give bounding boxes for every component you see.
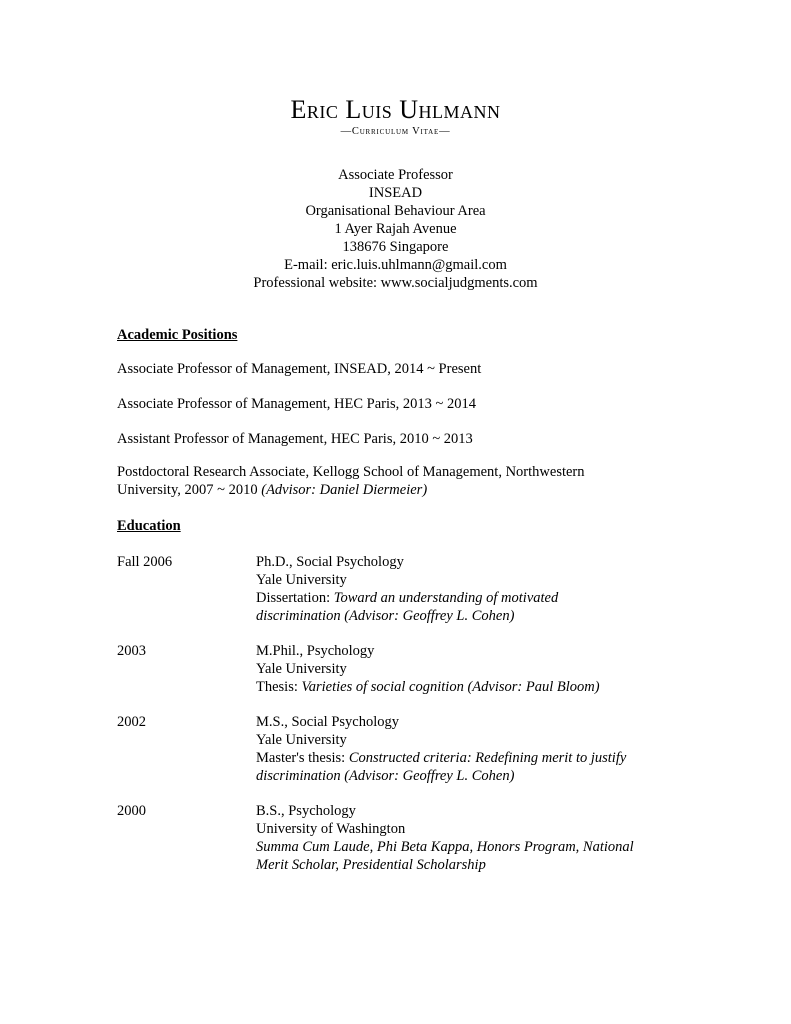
- education-details: [256, 553, 676, 625]
- education-note-italic: Toward an understanding of motivated: [333, 590, 559, 606]
- education-note-italic: Varieties of social cognition (Advisor: Paul Bloom): [301, 679, 600, 695]
- position-item: [117, 463, 677, 499]
- education-school: University of Washington: [256, 821, 406, 837]
- education-year: 2003: [117, 643, 146, 659]
- education-year: 2000: [117, 803, 146, 819]
- education-honors-continued: Merit Scholar, Presidential Scholarship: [256, 857, 486, 873]
- education-note: [256, 749, 676, 767]
- position-item: Associate Professor of Management, HEC Paris, 2013 ~ 2014: [117, 396, 477, 412]
- contact-website: Professional website: www.socialjudgments.com: [253, 275, 538, 291]
- position-dates: University, 2007 ~ 2010: [117, 482, 262, 498]
- contact-institution: INSEAD: [368, 185, 423, 201]
- education-degree: M.S., Social Psychology: [256, 714, 399, 730]
- contact-title: Associate Professor: [338, 167, 453, 183]
- education-note: [256, 589, 676, 607]
- education-note: [256, 678, 676, 696]
- education-note-continued: discrimination (Advisor: Geoffrey L. Cohen): [256, 768, 515, 784]
- education-details: [256, 642, 676, 696]
- education-note-italic: Constructed criteria: Redefining merit to justify: [348, 750, 627, 766]
- education-note-continued: discrimination (Advisor: Geoffrey L. Cohen): [256, 608, 515, 624]
- academic-positions-heading: Academic Positions: [117, 327, 238, 343]
- education-details: [256, 802, 676, 874]
- education-details: [256, 713, 676, 785]
- education-degree: Ph.D., Social Psychology: [256, 554, 404, 570]
- education-school: Yale University: [256, 732, 347, 748]
- contact-street: 1 Ayer Rajah Avenue: [334, 221, 457, 237]
- contact-city: 138676 Singapore: [342, 239, 449, 255]
- education-year: Fall 2006: [117, 554, 173, 570]
- education-school: Yale University: [256, 572, 347, 588]
- contact-email: E-mail: eric.luis.uhlmann@gmail.com: [284, 257, 507, 273]
- position-item: Assistant Professor of Management, HEC Paris, 2010 ~ 2013: [117, 431, 473, 447]
- position-item: Associate Professor of Management, INSEAD, 2014 ~ Present: [117, 361, 482, 377]
- position-line2: [117, 481, 677, 499]
- education-school: Yale University: [256, 661, 347, 677]
- contact-block: [0, 166, 791, 292]
- position-advisor: (Advisor: Daniel Diermeier): [261, 482, 428, 498]
- education-note-prefix: Thesis:: [256, 679, 302, 695]
- position-line1: Postdoctoral Research Associate, Kellogg School of Management, Northwestern: [117, 464, 585, 480]
- education-degree: M.Phil., Psychology: [256, 643, 375, 659]
- cv-subtitle: —Curriculum Vitae—: [340, 126, 451, 137]
- education-heading: Education: [117, 518, 181, 534]
- education-note-prefix: Master's thesis:: [256, 750, 349, 766]
- education-degree: B.S., Psychology: [256, 803, 356, 819]
- education-note-prefix: Dissertation:: [256, 590, 334, 606]
- education-year: 2002: [117, 714, 146, 730]
- education-honors: Summa Cum Laude, Phi Beta Kappa, Honors Program, National: [256, 839, 634, 855]
- cv-name: Eric Luis Uhlmann: [290, 95, 501, 124]
- contact-department: Organisational Behaviour Area: [305, 203, 486, 219]
